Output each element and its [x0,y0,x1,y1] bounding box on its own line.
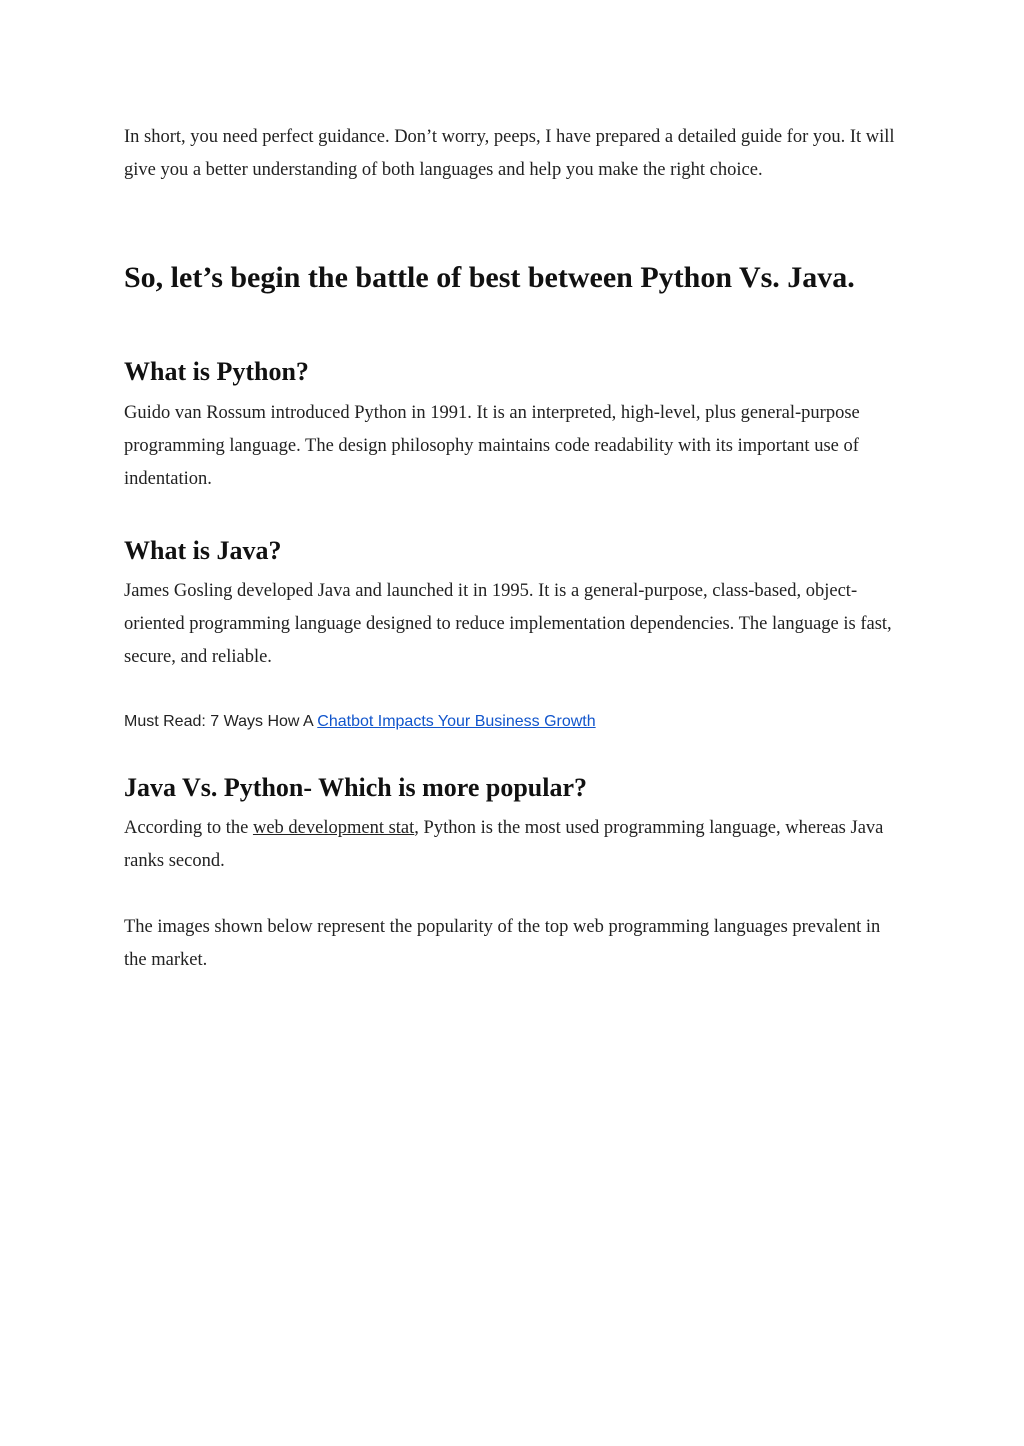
battle-heading: So, let’s begin the battle of best between Python Vs. Java. [124,261,855,294]
must-read-prefix: Must Read: 7 Ways How A [124,713,318,730]
intro-paragraph: In short, you need perfect guidance. Don’t worry, peeps, I have prepared a detailed guide for you. It will give you a better understanding of both languages and help you make the right choice. [124,127,895,180]
python-heading: What is Python? [124,357,309,386]
popularity-text-after: , Python is the most used programming language, whereas Java ranks second. [124,818,884,871]
java-paragraph: James Gosling developed Java and launched it in 1995. It is a general-purpose, class-based, object-oriented programming language designed to reduce implementation dependencies. The language is fast, secure, and reliable. [124,581,892,667]
must-read-line [124,711,596,733]
java-heading: What is Java? [124,536,282,565]
chatbot-article-link[interactable]: Chatbot Impacts Your Business Growth [317,713,596,730]
popularity-text-before: According to the [124,818,253,838]
web-development-stat-link[interactable]: web development stat [252,818,415,838]
python-paragraph: Guido van Rossum introduced Python in 1991. It is an interpreted, high-level, plus general-purpose programming language. The design philosophy maintains code readability with its important use of indentation. [124,403,860,489]
popularity-heading: Java Vs. Python- Which is more popular? [124,773,588,802]
popularity-paragraph [124,812,904,878]
images-note-paragraph: The images shown below represent the popularity of the top web programming languages prevalent in the market. [124,917,881,970]
